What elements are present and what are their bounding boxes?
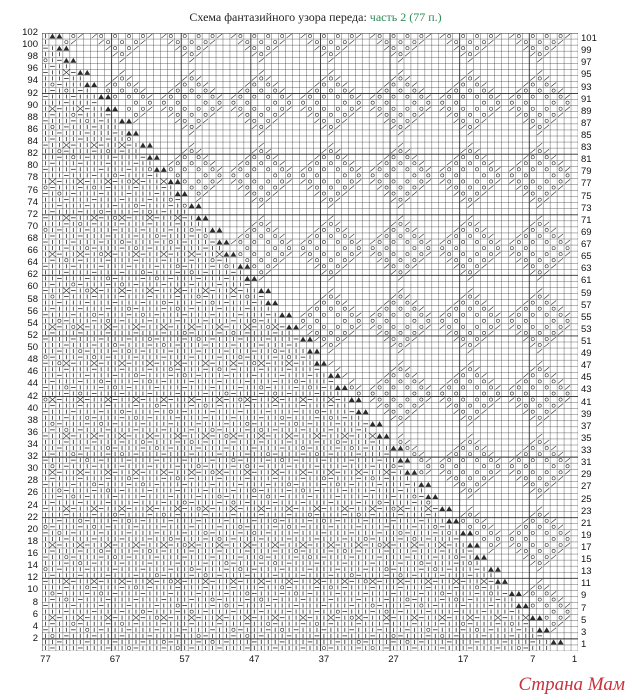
row-number-right: 95 (581, 69, 592, 81)
row-number-left: 92 (27, 87, 38, 99)
row-number-left: 20 (27, 523, 38, 535)
row-number-right: 81 (581, 154, 592, 166)
row-number-left: 100 (22, 39, 38, 51)
row-number-right: 55 (581, 311, 592, 323)
row-number-left: 14 (27, 560, 38, 572)
row-number-right: 5 (581, 614, 587, 626)
row-number-left: 58 (27, 293, 38, 305)
row-number-right: 67 (581, 239, 592, 251)
row-number-left: 46 (27, 366, 38, 378)
row-number-right: 93 (581, 81, 592, 93)
chart-title-main: Схема фантазийного узора переда: (189, 10, 367, 24)
row-number-right: 21 (581, 517, 592, 529)
row-number-left: 10 (27, 584, 38, 596)
row-number-right: 79 (581, 166, 592, 178)
stitch-number: 47 (249, 654, 260, 665)
stitch-number: 7 (530, 654, 536, 665)
row-number-right: 3 (581, 626, 587, 638)
row-number-left: 74 (27, 196, 38, 208)
row-number-right: 61 (581, 275, 592, 287)
row-number-left: 8 (32, 596, 38, 608)
row-number-right: 49 (581, 348, 592, 360)
row-number-left: 50 (27, 342, 38, 354)
row-number-left: 40 (27, 402, 38, 414)
row-number-left: 70 (27, 220, 38, 232)
row-number-right: 23 (581, 505, 592, 517)
row-number-left: 34 (27, 439, 38, 450)
row-number-left: 86 (27, 123, 38, 135)
row-number-left: 28 (27, 475, 38, 487)
row-number-right: 87 (581, 117, 592, 129)
row-number-left: 60 (27, 281, 38, 293)
row-number-right: 43 (581, 384, 592, 396)
row-number-left: 62 (27, 269, 38, 281)
row-number-right: 101 (581, 33, 597, 45)
stitch-number: 27 (388, 654, 399, 665)
row-number-left: 80 (27, 160, 38, 172)
chart-title (0, 10, 631, 25)
row-number-right: 47 (581, 360, 592, 372)
row-number-left: 26 (27, 487, 38, 499)
row-number-right: 1 (581, 638, 587, 650)
row-number-right: 39 (581, 408, 592, 420)
row-number-left: 94 (27, 75, 38, 87)
row-number-left: 22 (27, 511, 38, 523)
row-number-left: 2 (32, 632, 38, 644)
row-number-left: 56 (27, 305, 38, 317)
row-number-left: 32 (27, 451, 38, 463)
knitting-chart-grid (42, 33, 578, 651)
row-number-right: 17 (581, 542, 592, 553)
row-number-left: 66 (27, 245, 38, 257)
row-number-right: 71 (581, 214, 592, 226)
chart-title-part: часть 2 (77 п.) (369, 10, 442, 24)
row-number-left: 64 (27, 257, 38, 269)
row-number-left: 96 (27, 63, 38, 75)
row-number-right: 31 (581, 457, 592, 469)
row-number-left: 76 (27, 184, 38, 196)
row-number-right: 25 (581, 493, 592, 505)
row-number-right: 69 (581, 226, 592, 238)
row-number-right: 77 (581, 178, 592, 190)
row-number-left: 84 (27, 136, 38, 148)
row-number-left: 6 (32, 608, 38, 620)
stitch-number: 57 (179, 654, 190, 665)
row-number-left: 12 (27, 572, 38, 584)
row-number-left: 52 (27, 329, 38, 341)
row-number-left: 48 (27, 354, 38, 366)
row-number-right: 41 (581, 396, 592, 408)
row-number-right: 59 (581, 287, 592, 299)
row-number-right: 9 (581, 590, 587, 602)
row-number-right: 13 (581, 566, 592, 578)
row-number-right: 63 (581, 263, 592, 275)
row-number-left: 24 (27, 499, 38, 511)
row-number-left: 44 (27, 378, 38, 390)
row-number-right: 97 (581, 57, 592, 69)
row-number-right: 51 (581, 336, 592, 347)
row-number-left: 90 (27, 99, 38, 111)
row-number-left: 78 (27, 172, 38, 184)
row-number-right: 91 (581, 93, 592, 105)
row-number-right: 29 (581, 469, 592, 481)
row-number-right: 35 (581, 432, 592, 444)
row-number-left: 30 (27, 463, 38, 475)
row-number-right: 75 (581, 190, 592, 202)
row-number-right: 85 (581, 130, 592, 141)
row-number-left: 82 (27, 148, 38, 160)
row-number-left: 102 (22, 27, 38, 38)
stitch-number: 77 (40, 654, 51, 665)
row-number-right: 99 (581, 45, 592, 57)
row-number-left: 16 (27, 548, 38, 560)
watermark-logo: Страна Мам (518, 674, 625, 695)
row-number-right: 57 (581, 299, 592, 311)
row-number-left: 68 (27, 233, 38, 244)
row-number-right: 65 (581, 251, 592, 263)
row-number-right: 83 (581, 142, 592, 154)
stitch-number: 67 (109, 654, 121, 665)
stitch-number: 1 (571, 654, 578, 665)
row-number-left: 38 (27, 414, 38, 426)
stitch-number: 17 (457, 654, 469, 665)
row-number-right: 11 (581, 578, 591, 590)
row-number-left: 4 (32, 620, 38, 632)
row-number-right: 33 (581, 445, 592, 457)
row-number-left: 54 (27, 317, 38, 329)
row-number-right: 7 (581, 602, 587, 614)
row-number-left: 88 (27, 111, 38, 123)
row-number-right: 27 (581, 481, 592, 493)
row-number-right: 89 (581, 105, 592, 117)
row-number-left: 36 (27, 426, 38, 438)
row-number-left: 98 (27, 51, 38, 63)
row-number-left: 42 (27, 390, 38, 402)
row-number-right: 53 (581, 323, 592, 335)
row-number-right: 37 (581, 420, 592, 432)
row-number-right: 15 (581, 554, 592, 566)
row-number-left: 72 (27, 208, 38, 220)
stitch-number: 37 (318, 654, 330, 665)
row-number-left: 18 (27, 535, 38, 547)
row-number-right: 45 (581, 372, 592, 384)
row-number-right: 73 (581, 202, 592, 214)
row-number-right: 19 (581, 529, 592, 541)
